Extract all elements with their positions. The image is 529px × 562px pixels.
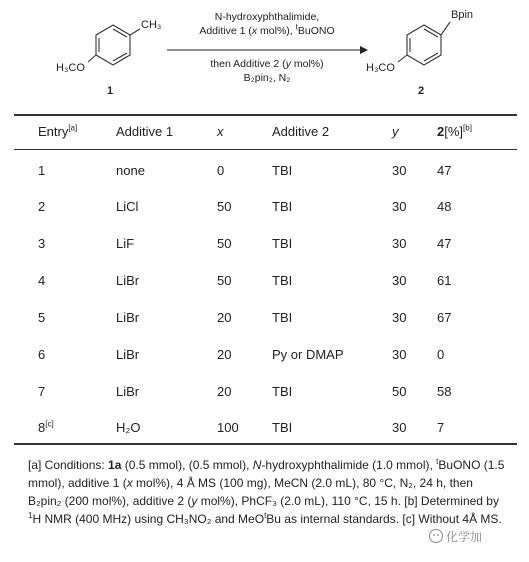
product-bpin-label: Bpin (451, 9, 474, 21)
cell-entry-text: 7 (38, 384, 46, 399)
cell-yield: 58 (437, 384, 452, 399)
header-yield (437, 124, 472, 139)
substrate-number: 1 (107, 85, 114, 97)
table-header-rule (14, 149, 517, 150)
product-number: 2 (418, 85, 425, 97)
watermark-text: 化学加 (446, 530, 483, 544)
condition-sup-t: t (295, 22, 298, 32)
condition-text-2b: mol%), (257, 25, 296, 37)
cell-entry (38, 420, 54, 435)
cell-y: 30 (392, 163, 407, 178)
cell-entry (38, 273, 45, 288)
reaction-arrow (167, 46, 368, 54)
product-methoxy-label: H₃CO (366, 62, 395, 74)
footnote-a-text3: BuONO (1.5 mmol), additive 1 ( (28, 458, 505, 490)
cell-additive1: LiBr (116, 384, 140, 399)
cell-additive1: H₂O (116, 420, 141, 435)
condition-text-1: N-hydroxyphthalimide, (214, 11, 320, 23)
footnote-a-italic-x: x (126, 476, 133, 490)
cell-additive1: LiBr (116, 273, 140, 288)
condition-text-3b: mol%) (290, 58, 324, 70)
header-yield-unit: [%] (444, 124, 464, 139)
table-top-rule (14, 114, 517, 116)
footnote-a-sup-t: t (436, 457, 439, 466)
header-yield-note: [b] (463, 123, 472, 133)
cell-additive1: LiBr (116, 310, 140, 325)
header-yield-compound: 2 (437, 124, 445, 139)
cell-x: 20 (217, 347, 232, 362)
header-y: y (392, 124, 399, 139)
cell-entry-text: 8 (38, 420, 46, 435)
footnote-a-text2: -hydroxyphthalimide (1.0 mmol), (261, 458, 437, 472)
footnote-a-italic-n: N (252, 458, 262, 472)
cell-yield: 0 (437, 347, 445, 362)
footnote-b-sup-t: t (264, 511, 267, 520)
cell-yield: 67 (437, 310, 452, 325)
footnote-compound: 1a (108, 458, 122, 472)
cell-entry-text: 5 (38, 310, 46, 325)
cell-y: 30 (392, 273, 407, 288)
header-x: x (217, 124, 224, 139)
cell-yield: 47 (437, 236, 452, 251)
cell-entry-text: 6 (38, 347, 46, 362)
cell-entry-text: 2 (38, 199, 46, 214)
cell-yield: 48 (437, 199, 452, 214)
cell-yield: 7 (437, 420, 445, 435)
footnote-a-text1: (0.5 mmol), (0.5 mmol), (121, 458, 253, 472)
condition-var-x: x (251, 25, 258, 37)
footnote-c-text: [c] Without 4Å MS. (399, 512, 502, 526)
cell-additive1: LiF (116, 236, 135, 251)
cell-entry (38, 236, 45, 251)
cell-entry (38, 163, 45, 178)
cell-x: 50 (217, 236, 232, 251)
table-bottom-rule (14, 443, 517, 445)
table-footnote (28, 456, 506, 528)
condition-text-2c: BuONO (297, 25, 335, 37)
cell-additive2: TBI (272, 236, 293, 251)
cell-additive2: TBI (272, 384, 293, 399)
reaction-scheme (0, 0, 529, 112)
cell-entry (38, 310, 45, 325)
cell-additive2: TBI (272, 163, 293, 178)
substrate-methyl-label: CH₃ (141, 19, 162, 31)
cell-additive2: TBI (272, 310, 293, 325)
cell-y: 30 (392, 236, 407, 251)
footnote-b-text3: Bu as internal standards. (266, 512, 400, 526)
condition-line-3 (172, 58, 362, 71)
header-entry-note: [a] (68, 123, 78, 133)
cell-additive1: LiCl (116, 199, 139, 214)
cell-yield: 47 (437, 163, 452, 178)
cell-entry (38, 199, 45, 214)
footnote-a-italic-y: y (191, 494, 198, 508)
header-additive1: Additive 1 (116, 124, 174, 139)
cell-entry-text: 3 (38, 236, 46, 251)
cell-entry-text: 1 (38, 163, 46, 178)
cell-y: 30 (392, 347, 407, 362)
condition-text-2a: Additive 1 ( (199, 25, 252, 37)
cell-entry (38, 384, 45, 399)
cell-yield: 61 (437, 273, 452, 288)
cell-x: 100 (217, 420, 239, 435)
footnote-b-sup: 1 (28, 511, 33, 520)
watermark-icon (428, 528, 444, 544)
cell-x: 50 (217, 273, 232, 288)
condition-text-3a: then Additive 2 ( (210, 58, 286, 70)
cell-x: 20 (217, 310, 232, 325)
substrate-structure (88, 25, 140, 65)
cell-x: 50 (217, 199, 232, 214)
header-entry-text: Entry (38, 124, 69, 139)
condition-line-2 (172, 22, 362, 38)
product-structure (398, 22, 450, 65)
cell-additive1: none (116, 163, 145, 178)
cell-entry-note: [c] (45, 419, 54, 429)
condition-var-y: y (285, 58, 291, 70)
footnote-a-tag: [a] Conditions: (28, 458, 109, 472)
cell-additive2: TBI (272, 273, 293, 288)
cell-additive2: Py or DMAP (272, 347, 344, 362)
substrate-methoxy-label: H₃CO (56, 62, 85, 74)
cell-x: 0 (217, 163, 225, 178)
cell-entry (38, 347, 45, 362)
cell-additive2: TBI (272, 199, 293, 214)
cell-additive1: LiBr (116, 347, 140, 362)
condition-line-1 (172, 11, 362, 24)
cell-y: 30 (392, 310, 407, 325)
condition-text-4: B₂pin₂, N₂ (243, 72, 291, 84)
footnote-a-text5: mol%), PhCF₃ (2.0 mL), 110 °C, 15 h. (197, 494, 401, 508)
cell-additive2: TBI (272, 420, 293, 435)
condition-line-4 (172, 72, 362, 85)
header-entry (38, 124, 77, 139)
cell-entry-text: 4 (38, 273, 46, 288)
cell-y: 50 (392, 384, 407, 399)
cell-x: 20 (217, 384, 232, 399)
footnote-b-text1: [b] Determined by (400, 494, 499, 508)
header-additive2: Additive 2 (272, 124, 330, 139)
footnote-b-text2: H NMR (400 MHz) using CH₃NO₂ and MeO (32, 512, 265, 526)
cell-y: 30 (392, 420, 407, 435)
footnote-a-text4: mol%), 4 Å MS (100 mg), MeCN (2.0 mL), 80 °C, N₂, 24 h, then B₂pin₂ (200 mol%), additive 2 ( (28, 476, 473, 508)
cell-y: 30 (392, 199, 407, 214)
